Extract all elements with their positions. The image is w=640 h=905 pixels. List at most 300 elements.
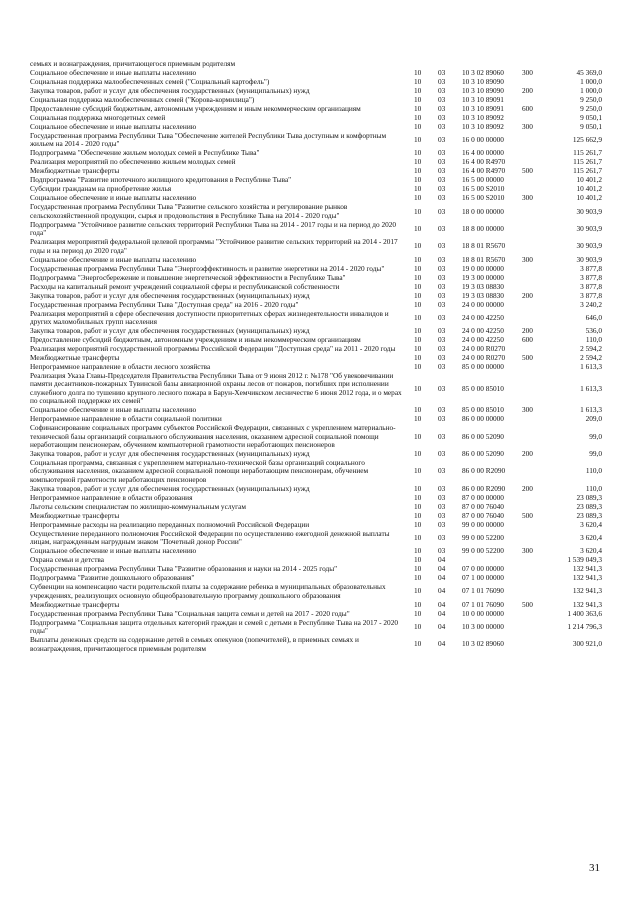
row-name: Социальная поддержка многодетных семей: [30, 113, 166, 122]
row-subsection: 03: [438, 533, 446, 543]
row-name: Реализация Указа Главы-Председателя Правительства Республики Тыва от 9 июня 2012 г. №178 "Об увековечивании памяти десантников-пожарных Тувинской базы авиационной охраны лесов от пожаров, погибших при исполнении служебного долга по тушению крупного лесного пожара в Барун-Хемчикском лесничестве 6 июня 2012 года, и о мерах по социальной поддержке их семей": [30, 371, 402, 406]
row-subsection: 03: [438, 95, 446, 104]
row-target-article: 10 3 10 89091: [462, 104, 504, 113]
row-section: 10: [414, 184, 422, 194]
row-amount: 110,0: [585, 335, 602, 345]
row-subsection: 03: [438, 224, 446, 234]
row-subsection: 03: [438, 148, 446, 158]
row-amount: 1 613,3: [580, 405, 602, 415]
row-section: 10: [414, 175, 422, 185]
row-section: 10: [414, 135, 422, 145]
row-section: 10: [414, 546, 422, 556]
row-subsection: 03: [438, 86, 446, 95]
row-name: Субвенции на компенсацию части родительской платы за содержание ребенка в муниципальных образовательных учреждениях, реализующих основную общеобразовательную программу дошкольного образования: [30, 582, 386, 600]
row-name: Непрограммное направление в области социальной политики: [30, 414, 222, 424]
row-amount: 23 089,3: [576, 510, 602, 520]
row-expense-type: 600: [522, 104, 533, 113]
row-name: Социальное обеспечение и иные выплаты населению: [30, 193, 197, 203]
row-subsection: 03: [438, 405, 446, 415]
row-subsection: 03: [438, 184, 446, 194]
row-name: Закупка товаров, работ и услуг для обеспечения государственных (муниципальных) нужд: [30, 290, 310, 300]
row-expense-type: [522, 459, 542, 485]
row-amount: 30 903,9: [576, 254, 602, 264]
row-section: 10: [414, 95, 422, 104]
row-section: 10: [414, 157, 422, 167]
row-expense-type: [522, 363, 542, 372]
row-target-article: 18 8 01 R5670: [462, 241, 506, 251]
row-section: 10: [414, 431, 422, 441]
row-subsection: 04: [438, 639, 446, 649]
row-section: 10: [414, 122, 422, 131]
row-expense-type: [522, 238, 542, 255]
row-name: Закупка товаров, работ и услуг для обеспечения государственных (муниципальных) нужд: [30, 449, 310, 459]
row-target-article: 10 3 10 89090: [462, 86, 504, 95]
row-name: Закупка товаров, работ и услуг для обеспечения государственных (муниципальных) нужд: [30, 86, 310, 95]
row-target-article: 07 0 00 00000: [462, 564, 504, 574]
budget-table: [30, 60, 602, 654]
row-target-article: 86 0 00 52090: [462, 431, 504, 441]
row-name: Непрограммные расходы на реализацию переданных полномочий Российской Федерации: [30, 519, 310, 529]
page-number: 31: [589, 862, 600, 874]
row-expense-type: 200: [522, 326, 533, 336]
row-name: Межбюджетные трансферты: [30, 166, 120, 176]
row-amount: 99,0: [589, 431, 602, 441]
row-target-article: 19 3 00 00000: [462, 272, 504, 282]
table-row: [30, 238, 602, 255]
row-name: Реализация мероприятий федеральной целевой программы "Устойчивое развитие сельских территорий на 2014 - 2017 годы и на период до 2020 года": [30, 237, 398, 255]
row-amount: 9 250,0: [580, 104, 602, 113]
row-target-article: 10 3 10 89092: [462, 122, 504, 131]
row-name: Реализация мероприятий государственной программы Российской Федерации "Доступная среда" на 2011 - 2020 годы: [30, 344, 396, 354]
row-amount: 3 877,8: [580, 290, 602, 300]
row-expense-type: [522, 372, 542, 406]
row-name: Подпрограмма "Обеспечение жильем молодых семей в Республике Тыва": [30, 148, 260, 158]
row-amount: 2 594,2: [580, 344, 602, 354]
row-subsection: 03: [438, 122, 446, 131]
row-expense-type: [522, 221, 542, 238]
row-section: 10: [414, 533, 422, 543]
row-target-article: 18 0 00 00000: [462, 206, 504, 216]
row-subsection: 03: [438, 501, 446, 511]
row-subsection: 03: [438, 414, 446, 424]
row-amount: 1 000,0: [580, 86, 602, 95]
row-subsection: 03: [438, 546, 446, 556]
row-subsection: 03: [438, 519, 446, 529]
row-amount: 536,0: [585, 326, 602, 336]
row-name: Государственная программа Республики Тыва "Социальная защита семьи и детей на 2017 - 2020 годы": [30, 608, 350, 618]
row-amount: 30 903,9: [576, 224, 602, 234]
row-target-article: 16 4 00 R4970: [462, 157, 506, 167]
row-expense-type: 300: [522, 193, 533, 203]
row-amount: 1 539 049,3: [567, 555, 602, 565]
row-section: 10: [414, 362, 422, 372]
row-expense-type: [522, 203, 542, 220]
row-name: Подпрограмма "Энергосбережение и повышение энергетической эффективности в Республике Тыва": [30, 272, 346, 282]
row-amount: 1 000,0: [580, 77, 602, 86]
row-amount: 9 250,0: [580, 95, 602, 104]
row-expense-type: [522, 556, 542, 565]
row-section: 10: [414, 272, 422, 282]
row-target-article: 18 8 01 R5670: [462, 254, 506, 264]
row-amount: 23 089,3: [576, 492, 602, 502]
row-section: 10: [414, 254, 422, 264]
row-section: 10: [414, 449, 422, 459]
row-expense-type: 500: [522, 599, 533, 609]
row-section: 10: [414, 599, 422, 609]
row-target-article: 07 1 01 76090: [462, 599, 504, 609]
row-subsection: 03: [438, 241, 446, 251]
row-name: Реализация мероприятий по обеспечению жильем молодых семей: [30, 157, 236, 167]
row-name: Софинансирование социальных программ субъектов Российской Федерации, связанных с укреплением материально-технической базы организаций социального обслуживания населения, оказанием адресной социальной помощи неработающим пенсионерам, обучением компьютерной грамотности неработающих пенсионеров: [30, 423, 396, 450]
row-expense-type: 300: [522, 546, 533, 556]
row-subsection: 03: [438, 383, 446, 393]
row-name: Предоставление субсидий бюджетным, автономным учреждениям и иным некоммерческим организациям: [30, 104, 361, 113]
row-amount: 1 613,3: [580, 362, 602, 372]
row-expense-type: [522, 530, 542, 547]
row-amount: 3 240,2: [580, 299, 602, 309]
row-name: Выплаты денежных средств на содержание детей в семьях опекунов (попечителей), в приемных семьях и вознаграждения, причитающегося приемным родителям: [30, 635, 359, 653]
row-section: 10: [414, 263, 422, 273]
row-subsection: 03: [438, 206, 446, 216]
row-target-article: 87 0 00 00000: [462, 492, 504, 502]
row-target-article: 86 0 00 R2090: [462, 483, 506, 493]
row-section: 10: [414, 312, 422, 322]
row-subsection: 03: [438, 510, 446, 520]
row-amount: 115 261,7: [573, 157, 602, 167]
row-expense-type: [522, 415, 542, 424]
row-amount: 3 620,4: [580, 519, 602, 529]
row-subsection: 04: [438, 608, 446, 618]
row-target-article: 16 5 00 S2010: [462, 193, 505, 203]
row-section: 10: [414, 335, 422, 345]
row-amount: 125 662,9: [572, 135, 602, 145]
row-amount: 3 877,8: [580, 263, 602, 273]
row-expense-type: [522, 176, 542, 185]
row-subsection: 03: [438, 281, 446, 291]
row-subsection: 04: [438, 586, 446, 596]
row-amount: 9 050,1: [580, 113, 602, 122]
row-target-article: 86 0 00 52090: [462, 449, 504, 459]
row-section: 10: [414, 241, 422, 251]
row-target-article: 86 0 00 00000: [462, 414, 504, 424]
row-amount: 1 613,3: [580, 383, 602, 393]
row-subsection: 03: [438, 104, 446, 113]
table-row: [30, 424, 602, 450]
row-amount: 209,0: [585, 414, 602, 424]
row-amount: 132 941,3: [572, 586, 602, 596]
row-target-article: 87 0 00 76040: [462, 501, 504, 511]
row-section: 10: [414, 405, 422, 415]
row-target-article: 99 0 00 52200: [462, 533, 504, 543]
row-name: Государственная программа Республики Тыва "Обеспечение жителей Республики Тыва доступным и комфортным жильем на 2014 - 2020 годы": [30, 131, 387, 149]
row-section: 10: [414, 573, 422, 583]
row-section: 10: [414, 492, 422, 502]
row-target-article: 19 3 03 08830: [462, 290, 504, 300]
table-row: [30, 459, 602, 485]
table-row: [30, 310, 602, 327]
row-target-article: 10 0 00 00000: [462, 608, 504, 618]
row-expense-type: 500: [522, 353, 533, 363]
row-amount: 110,0: [585, 483, 602, 493]
row-subsection: 03: [438, 193, 446, 203]
row-section: 10: [414, 608, 422, 618]
row-expense-type: 500: [522, 166, 533, 176]
row-expense-type: [522, 132, 542, 149]
row-target-article: 85 0 00 85010: [462, 383, 504, 393]
row-target-article: 87 0 00 76040: [462, 510, 504, 520]
row-subsection: 03: [438, 299, 446, 309]
row-target-article: 16 5 00 00000: [462, 175, 504, 185]
row-target-article: 16 4 00 R4970: [462, 166, 506, 176]
row-target-article: 16 5 00 S2010: [462, 184, 505, 194]
table-row: [30, 636, 602, 653]
row-name: Предоставление субсидий бюджетным, автономным учреждениям и иным некоммерческим организациям: [30, 335, 361, 345]
row-section: 10: [414, 206, 422, 216]
row-name: Субсидии гражданам на приобретение жилья: [30, 184, 172, 194]
row-name: Подпрограмма "Развитие ипотечного жилищного кредитования в Республике Тыва": [30, 175, 292, 185]
row-section: 10: [414, 639, 422, 649]
budget-table-page: [30, 60, 602, 654]
budget-table-body: [30, 60, 602, 654]
row-subsection: 03: [438, 166, 446, 176]
row-amount: 132 941,3: [572, 599, 602, 609]
row-amount: 646,0: [585, 312, 602, 322]
row-name: Льготы сельским специалистам по жилищно-коммунальным услугам: [30, 501, 246, 511]
row-section: 10: [414, 586, 422, 596]
row-subsection: 03: [438, 272, 446, 282]
row-name: Закупка товаров, работ и услуг для обеспечения государственных (муниципальных) нужд: [30, 483, 310, 493]
row-expense-type: [522, 149, 542, 158]
row-amount: 115 261,7: [573, 166, 602, 176]
row-expense-type: [522, 619, 542, 636]
row-section: 10: [414, 555, 422, 565]
row-target-article: 24 0 00 42250: [462, 335, 504, 345]
row-amount: 10 401,2: [576, 184, 602, 194]
row-section: 10: [414, 281, 422, 291]
row-target-article: 10 3 10 89090: [462, 77, 504, 86]
row-amount: 110,0: [585, 466, 602, 476]
row-subsection: 04: [438, 564, 446, 574]
row-expense-type: [522, 521, 542, 530]
row-subsection: 03: [438, 113, 446, 122]
row-expense-type: [522, 636, 542, 653]
row-subsection: 03: [438, 466, 446, 476]
row-target-article: 24 0 00 R0270: [462, 353, 506, 363]
row-subsection: 03: [438, 326, 446, 336]
row-amount: 23 089,3: [576, 501, 602, 511]
row-section: 10: [414, 383, 422, 393]
table-row: [30, 132, 602, 149]
row-name: Непрограммное направление в области лесного хозяйства: [30, 362, 211, 372]
row-name: Межбюджетные трансферты: [30, 353, 120, 363]
table-row: [30, 619, 602, 636]
row-amount: 132 941,3: [572, 573, 602, 583]
row-name: Расходы на капитальный ремонт учреждений социальной сферы и республиканской собственности: [30, 281, 340, 291]
row-name: Государственная программа Республики Тыва "Развитие образования и науки на 2014 - 2025 годы": [30, 564, 338, 574]
row-name: Социальное обеспечение и иные выплаты населению: [30, 254, 197, 264]
row-target-article: 10 3 00 00000: [462, 621, 504, 631]
row-section: 10: [414, 104, 422, 113]
row-section: 10: [414, 466, 422, 476]
row-section: 10: [414, 113, 422, 122]
row-target-article: 86 0 00 R2090: [462, 466, 506, 476]
row-target-article: 85 0 00 85010: [462, 405, 504, 415]
row-section: 10: [414, 290, 422, 300]
row-target-article: 10 3 10 89091: [462, 95, 504, 104]
row-subsection: 03: [438, 68, 446, 77]
table-row: [30, 221, 602, 238]
row-name: Государственная программа Республики Тыва "Доступная среда" на 2016 - 2020 годы": [30, 299, 299, 309]
row-amount: 45 369,0: [576, 68, 602, 77]
row-expense-type: [522, 565, 542, 574]
row-subsection: 03: [438, 135, 446, 145]
row-expense-type: [522, 274, 542, 283]
row-name: Подпрограмма "Социальная защита отдельных категорий граждан и семей с детьми в Республике Тыва на 2017 - 2020 годы": [30, 617, 398, 636]
row-section: 10: [414, 519, 422, 529]
row-subsection: 03: [438, 290, 446, 300]
row-subsection: 03: [438, 263, 446, 273]
row-expense-type: 200: [522, 483, 533, 493]
row-subsection: 04: [438, 555, 446, 565]
row-section: 10: [414, 166, 422, 176]
row-subsection: 03: [438, 335, 446, 345]
row-name: Социальная поддержка малообеспеченных семей ("Социальный картофель"): [30, 77, 270, 86]
row-name: Социальное обеспечение и иные выплаты населению: [30, 546, 197, 556]
row-target-article: 85 0 00 00000: [462, 362, 504, 372]
row-target-article: 19 3 03 08830: [462, 281, 504, 291]
row-name: Закупка товаров, работ и услуг для обеспечения государственных (муниципальных) нужд: [30, 326, 310, 336]
row-amount: 30 903,9: [576, 241, 602, 251]
row-target-article: 24 0 00 42250: [462, 312, 504, 322]
row-amount: 115 261,7: [573, 148, 602, 158]
row-subsection: 03: [438, 449, 446, 459]
row-subsection: 04: [438, 573, 446, 583]
row-target-article: 10 3 02 89060: [462, 68, 504, 77]
row-expense-type: 600: [522, 335, 533, 345]
row-target-article: 10 3 02 89060: [462, 639, 504, 649]
row-name: Социальная поддержка малообеспеченных семей ("Корова-кормилица"): [30, 95, 255, 104]
row-expense-type: 300: [522, 68, 533, 77]
row-target-article: 24 0 00 42250: [462, 326, 504, 336]
row-amount: 3 620,4: [580, 533, 602, 543]
row-name: Подпрограмма "Развитие дошкольного образования": [30, 573, 195, 583]
row-target-article: 99 0 00 00000: [462, 519, 504, 529]
row-amount: 1 214 796,3: [567, 621, 602, 631]
table-row: [30, 203, 602, 220]
row-subsection: 03: [438, 483, 446, 493]
table-row: [30, 583, 602, 600]
row-expense-type: 300: [522, 122, 533, 131]
row-subsection: 03: [438, 353, 446, 363]
row-subsection: 03: [438, 344, 446, 354]
row-subsection: 03: [438, 431, 446, 441]
row-target-article: 99 0 00 52200: [462, 546, 504, 556]
row-amount: 9 050,1: [580, 122, 602, 131]
row-name: Социальное обеспечение и иные выплаты населению: [30, 68, 197, 77]
row-section: 10: [414, 414, 422, 424]
row-subsection: 03: [438, 312, 446, 322]
row-subsection: 03: [438, 492, 446, 502]
row-subsection: 04: [438, 621, 446, 631]
row-name: Государственная программа Республики Тыва "Развитие сельского хозяйства и регулирование рынков сельскохозяйственной продукции, сырья и продовольствия в Республике Тыва на 2014 - 2020 годы": [30, 202, 348, 220]
row-target-article: 07 1 00 00000: [462, 573, 504, 583]
row-name: Подпрограмма "Устойчивое развитие сельских территорий Республики Тыва на 2014 - 2017 годы и на период до 2020 года": [30, 219, 397, 238]
row-name: Осуществление переданного полномочия Российской Федерации по осуществлению ежегодной денежной выплаты лицам, награжденным нагрудным знаком "Почетный донор России": [30, 528, 390, 547]
row-name: Непрограммное направление в области образования: [30, 492, 193, 502]
row-name: Государственная программа Республики Тыва "Энергоэффективность и развитие энергетики на 2014 - 2020 годы": [30, 263, 385, 273]
row-section: 10: [414, 224, 422, 234]
row-expense-type: [522, 610, 542, 619]
row-amount: 99,0: [589, 449, 602, 459]
row-name: Межбюджетные трансферты: [30, 599, 120, 609]
row-amount: 30 903,9: [576, 206, 602, 216]
row-subsection: 03: [438, 362, 446, 372]
row-name: Охрана семьи и детства: [30, 555, 104, 565]
row-subsection: 04: [438, 599, 446, 609]
row-target-article: 24 0 00 R0270: [462, 344, 506, 354]
row-expense-type: 200: [522, 449, 533, 459]
table-row: [30, 547, 602, 556]
row-target-article: 18 8 00 00000: [462, 224, 504, 234]
row-name: Социальное обеспечение и иные выплаты населению: [30, 122, 197, 131]
row-section: 10: [414, 483, 422, 493]
row-expense-type: [522, 574, 542, 583]
row-amount: 3 877,8: [580, 281, 602, 291]
row-target-article: 24 0 00 00000: [462, 299, 504, 309]
row-section: 10: [414, 510, 422, 520]
row-subsection: 03: [438, 157, 446, 167]
row-section: 10: [414, 344, 422, 354]
row-expense-type: [522, 583, 542, 600]
row-target-article: 16 4 00 00000: [462, 148, 504, 158]
row-expense-type: 500: [522, 510, 533, 520]
row-subsection: 03: [438, 77, 446, 86]
row-section: 10: [414, 564, 422, 574]
table-row: [30, 372, 602, 406]
row-amount: 10 401,2: [576, 193, 602, 203]
row-section: 10: [414, 326, 422, 336]
row-amount: 3 877,8: [580, 272, 602, 282]
row-section: 10: [414, 621, 422, 631]
row-name: Реализация мероприятий в сфере обеспечения доступности приоритетных сферах жизнедеятельности инвалидов и других маломобильных групп населения: [30, 308, 389, 327]
row-section: 10: [414, 68, 422, 77]
row-amount: 10 401,2: [576, 175, 602, 185]
row-amount: 132 941,3: [572, 564, 602, 574]
row-expense-type: [522, 265, 542, 274]
row-section: 10: [414, 148, 422, 158]
row-name: Социальная программа, связанная с укреплением материально-технической базы организаций социального обслуживания населения, оказанием адресной социальной помощи неработающим пенсионерам, обучением компьютерной грамотности неработающих пенсионеров: [30, 458, 369, 484]
row-section: 10: [414, 193, 422, 203]
row-expense-type: [522, 494, 542, 503]
table-row: [30, 530, 602, 547]
row-amount: 3 620,4: [580, 546, 602, 556]
row-amount: 300 921,0: [572, 639, 602, 649]
row-expense-type: 300: [522, 405, 533, 415]
row-target-article: 16 0 00 00000: [462, 135, 504, 145]
row-target-article: 10 3 10 89092: [462, 113, 504, 122]
row-expense-type: [522, 424, 542, 450]
row-subsection: 03: [438, 175, 446, 185]
row-section: 10: [414, 353, 422, 363]
row-name: Социальное обеспечение и иные выплаты населению: [30, 405, 197, 415]
row-amount: 1 400 363,6: [567, 608, 602, 618]
row-section: 10: [414, 86, 422, 95]
row-expense-type: 200: [522, 86, 533, 95]
row-expense-type: 200: [522, 290, 533, 300]
row-expense-type: [522, 310, 542, 327]
row-name: Межбюджетные трансферты: [30, 510, 120, 520]
row-subsection: 03: [438, 254, 446, 264]
